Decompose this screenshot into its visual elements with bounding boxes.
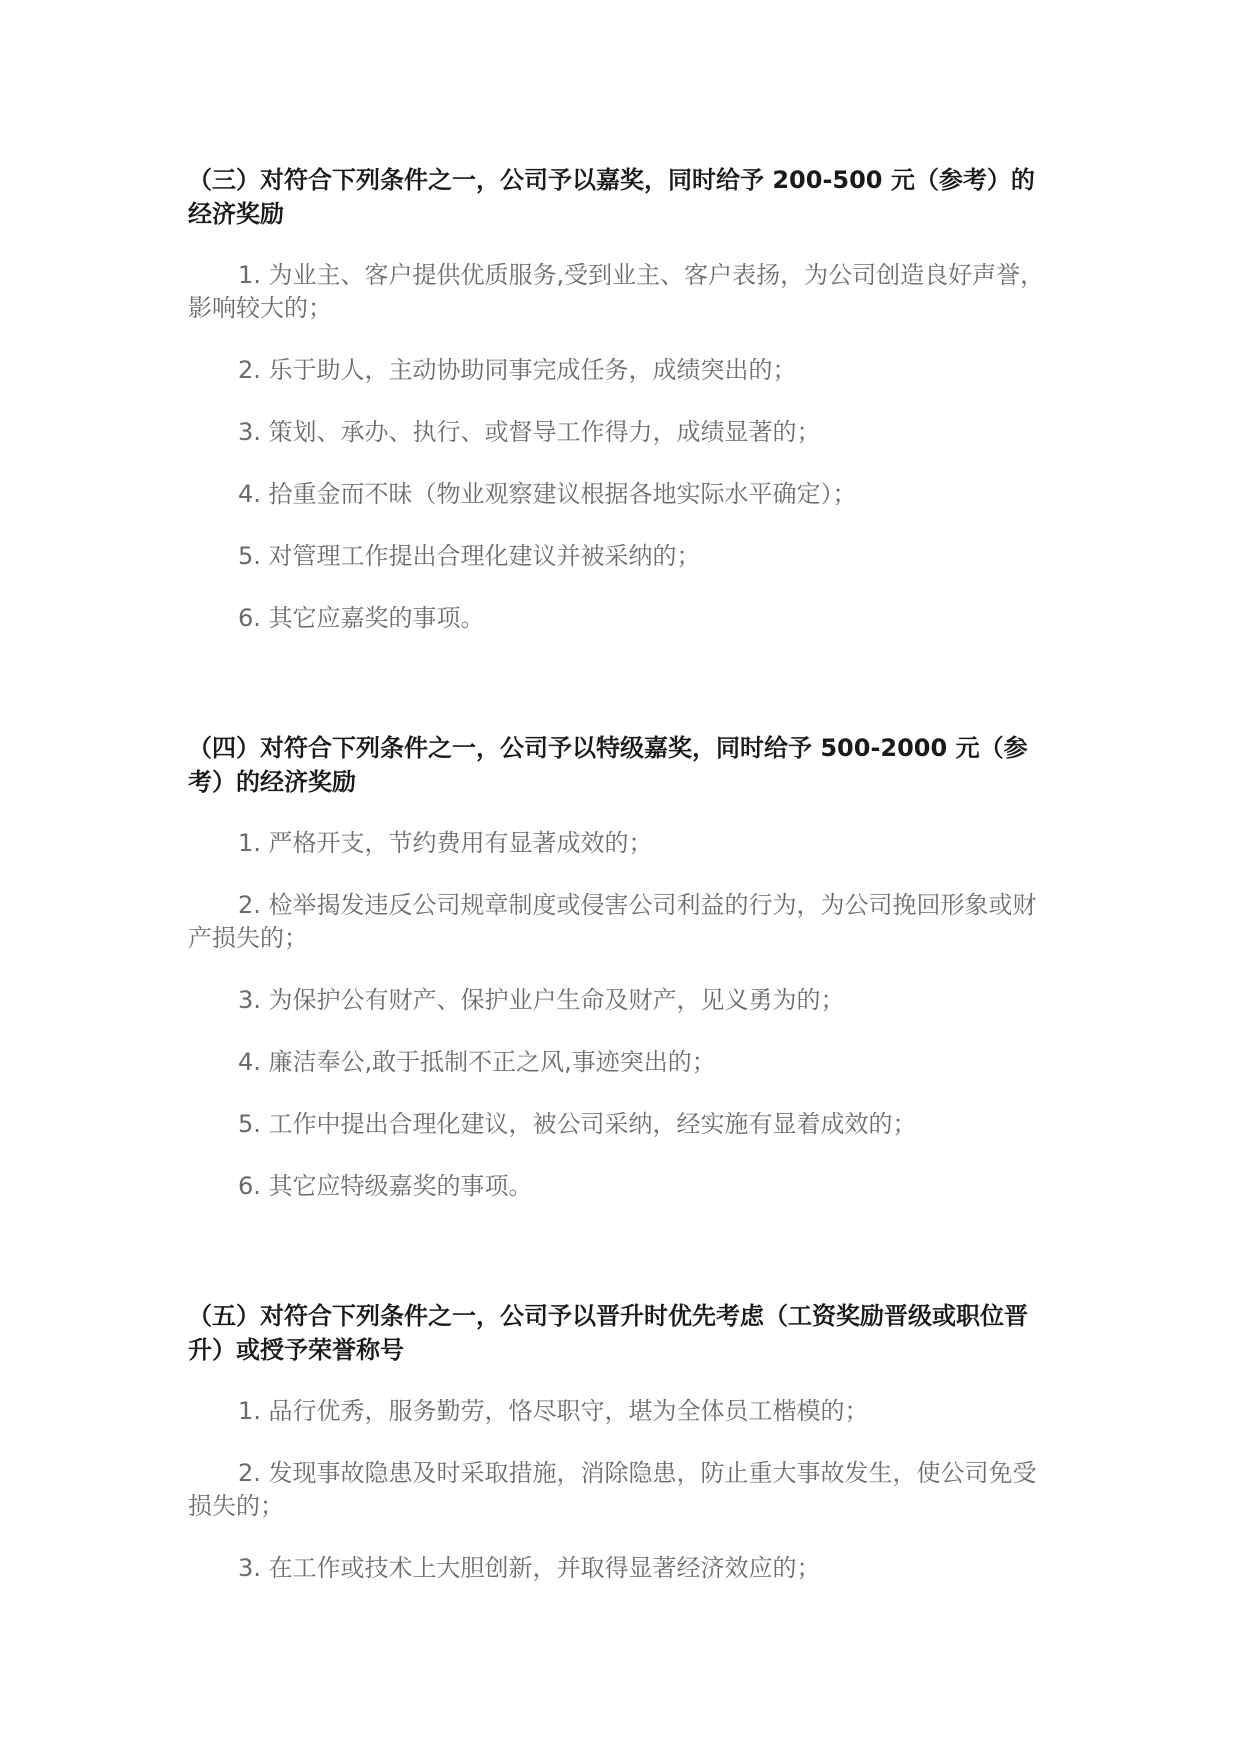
condition-list <box>188 259 1054 635</box>
condition-item: 5. 工作中提出合理化建议，被公司采纳，经实施有显着成效的； <box>238 1110 917 1138</box>
condition-item: 4. 廉洁奉公,敢于抵制不正之风,事迹突出的； <box>238 1048 716 1076</box>
condition-item: 1. 为业主、客户提供优质服务,受到业主、客户表扬，为公司创造良好声誉，影响较大的； <box>188 261 1045 322</box>
condition-item: 3. 为保护公有财产、保护业户生命及财产，见义勇为的； <box>238 986 845 1014</box>
condition-list <box>188 1395 1054 1585</box>
condition-item: 1. 品行优秀，服务勤劳，恪尽职守，堪为全体员工楷模的； <box>238 1397 869 1425</box>
condition-item: 2. 发现事故隐患及时采取措施，消除隐患，防止重大事故发生，使公司免受损失的； <box>188 1459 1037 1520</box>
condition-item: 3. 在工作或技术上大胆创新，并取得显著经济效应的； <box>238 1554 821 1582</box>
condition-item: 6. 其它应嘉奖的事项。 <box>238 604 485 632</box>
section-special-commendation <box>188 731 1054 1203</box>
section-heading: （四）对符合下列条件之一，公司予以特级嘉奖，同时给予 500-2000 元（参考）的经济奖励 <box>188 734 1028 796</box>
document-page <box>188 163 1054 1585</box>
condition-item: 5. 对管理工作提出合理化建议并被采纳的； <box>238 542 701 570</box>
condition-item: 4. 拾重金而不昧（物业观察建议根据各地实际水平确定）； <box>238 480 857 508</box>
section-promotion <box>188 1299 1054 1585</box>
condition-item: 2. 乐于助人，主动协助同事完成任务，成绩突出的； <box>238 356 797 384</box>
section-commendation <box>188 163 1054 635</box>
condition-item: 6. 其它应特级嘉奖的事项。 <box>238 1172 533 1200</box>
condition-item: 1. 严格开支，节约费用有显著成效的； <box>238 829 653 857</box>
condition-item: 3. 策划、承办、执行、或督导工作得力，成绩显著的； <box>238 418 821 446</box>
section-heading: （五）对符合下列条件之一，公司予以晋升时优先考虑（工资奖励晋级或职位晋升）或授予荣誉称号 <box>188 1302 1028 1364</box>
condition-list <box>188 827 1054 1203</box>
condition-item: 2. 检举揭发违反公司规章制度或侵害公司利益的行为，为公司挽回形象或财产损失的； <box>188 891 1037 952</box>
section-heading: （三）对符合下列条件之一，公司予以嘉奖，同时给予 200-500 元（参考）的经济奖励 <box>188 166 1035 228</box>
